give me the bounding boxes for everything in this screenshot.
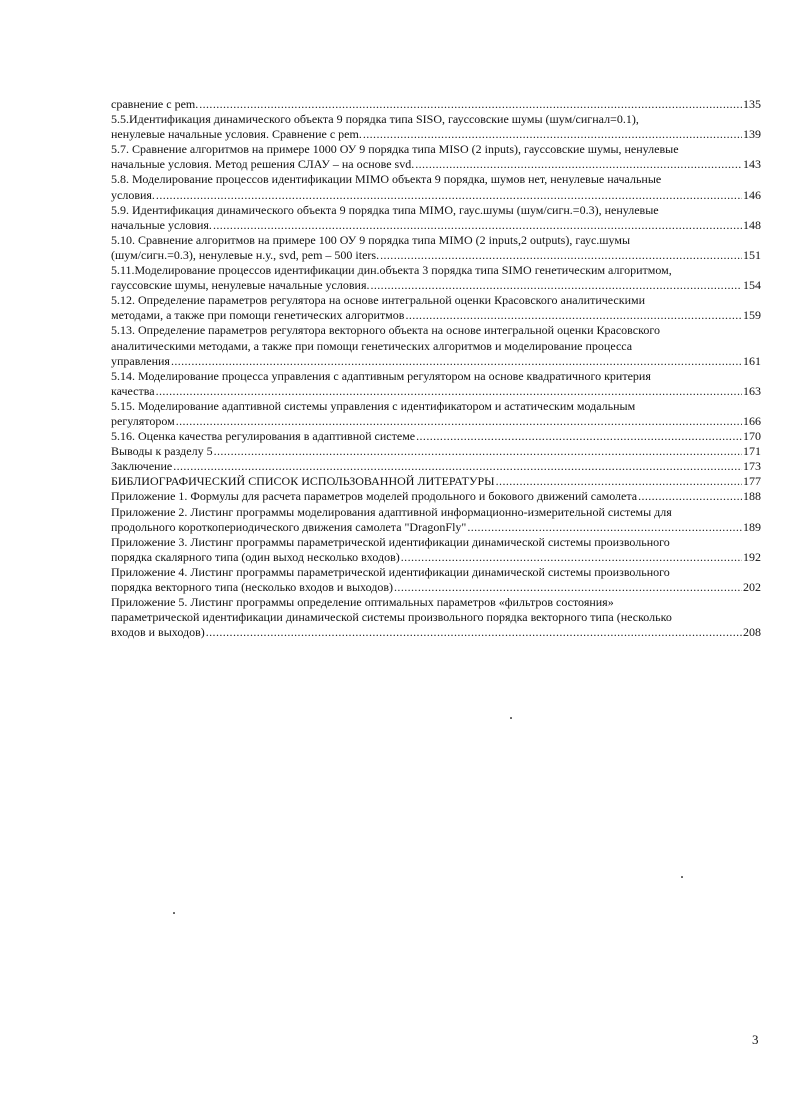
toc-entry-title-line: Приложение 4. Листинг программы параметрической идентификации динамической системы произвольного	[111, 564, 670, 579]
dot-leader	[415, 157, 742, 172]
toc-entry	[111, 399, 761, 429]
dot-leader	[176, 414, 742, 429]
scan-speck	[681, 876, 683, 878]
toc-page-number: 208	[743, 625, 761, 640]
toc-page-number: 161	[743, 353, 761, 368]
toc-entry	[111, 429, 761, 444]
toc-entry-final-line	[111, 97, 761, 112]
toc-entry-title: порядка векторного типа (несколько входов и выходов)	[111, 580, 394, 594]
toc-entry-title-line: Приложение 3. Листинг программы параметрической идентификации динамической системы произвольного	[111, 534, 670, 549]
toc-entry-title-line: 5.13. Определение параметров регулятора векторного объекта на основе интегральной оценки Красовского	[111, 323, 660, 338]
toc-page-number: 173	[743, 459, 761, 474]
dot-leader	[206, 625, 742, 640]
toc-entry-title: качества	[111, 383, 155, 398]
toc-entry	[111, 293, 761, 323]
toc-entry	[111, 233, 761, 263]
toc-entry-final-line	[111, 157, 761, 172]
toc-entry-title: ненулевые начальные условия. Сравнение с pem.	[111, 127, 362, 142]
toc-entry-final-line	[111, 414, 761, 429]
toc-page-number: 143	[743, 157, 761, 172]
toc-entry-final-line	[111, 384, 761, 399]
toc-entry-title: Приложение 1. Формулы для расчета параметров моделей продольного и бокового движений самолета	[111, 489, 638, 504]
toc-entry	[111, 172, 761, 202]
toc-entry-title: регулятором	[111, 413, 175, 428]
toc-entry-title-line: 5.7. Сравнение алгоритмов на примере 1000 ОУ 9 порядка типа MISO (2 inputs), гауссовские шумы, ненулевые	[111, 142, 679, 157]
toc-entry-final-line	[111, 625, 761, 640]
toc-entry-title-line: аналитическими методами, а также при помощи генетических алгоритмов и моделирование процесса	[111, 338, 633, 353]
toc-entry-title-line: 5.12. Определение параметров регулятора на основе интегральной оценки Красовского аналитическими	[111, 293, 646, 308]
toc-entry-final-line	[111, 489, 761, 504]
dot-leader	[363, 127, 742, 142]
toc-entry-final-line	[111, 474, 761, 489]
toc-entry-final-line	[111, 188, 761, 203]
dot-leader	[416, 429, 742, 444]
toc-entry-title: Заключение	[111, 459, 173, 474]
toc-entry-title: БИБЛИОГРАФИЧЕСКИЙ СПИСОК ИСПОЛЬЗОВАННОЙ ЛИТЕРАТУРЫ	[111, 474, 495, 489]
toc-entry-final-line	[111, 308, 761, 323]
toc-entry	[111, 369, 761, 399]
dot-leader	[173, 459, 742, 474]
toc-entry-final-line	[111, 429, 761, 444]
toc-entry	[111, 505, 761, 535]
dot-leader	[214, 444, 742, 459]
toc-page-number: 154	[743, 278, 761, 293]
toc-page-number: 159	[743, 308, 761, 323]
toc-entry-title-line: 5.14. Моделирование процесса управления с адаптивным регулятором на основе квадратичного критерия	[111, 368, 651, 383]
toc-entry-title-line: Приложение 5. Листинг программы определение оптимальных параметров «фильтров состояния»	[111, 595, 614, 610]
toc-entry-title: условия.	[111, 187, 155, 202]
toc-entry-title: начальные условия. Метод решения СЛАУ – на основе svd.	[111, 157, 415, 172]
toc-entry-title: гауссовские шумы, ненулевые начальные условия.	[111, 278, 370, 293]
toc-page-number: 148	[743, 217, 761, 232]
toc-entry-final-line	[111, 354, 761, 369]
toc-page-number: 192	[743, 549, 761, 564]
toc-entry	[111, 489, 761, 504]
dot-leader	[380, 248, 742, 263]
toc-entry-final-line	[111, 278, 761, 293]
toc-entry-final-line	[111, 580, 761, 595]
toc-entry-title: входов и выходов)	[111, 625, 205, 640]
toc-entry	[111, 565, 761, 595]
toc-entry-final-line	[111, 218, 761, 233]
toc-page-number: 146	[743, 187, 761, 202]
toc-entry-title: начальные условия.	[111, 217, 212, 232]
dot-leader	[156, 384, 742, 399]
toc-page-number: 135	[743, 97, 761, 111]
toc-entry-final-line	[111, 127, 761, 142]
toc-entry-title: Выводы к разделу 5	[111, 444, 213, 459]
toc-entry	[111, 459, 761, 474]
dot-leader	[401, 550, 742, 565]
toc-entry-title-line: 5.9. Идентификация динамического объекта 9 порядка типа MIMO, гаус.шумы (шум/сигн.=0.3), ненулевые	[111, 202, 659, 217]
toc-page-number: 202	[743, 580, 761, 594]
toc-entry	[111, 535, 761, 565]
toc-entry-title-line: 5.8. Моделирование процессов идентификации MIMO объекта 9 порядка, шумов нет, ненулевые начальные	[111, 172, 662, 187]
dot-leader	[199, 97, 742, 112]
dot-leader	[394, 580, 742, 595]
toc-page-number: 171	[743, 444, 761, 459]
toc-page-number: 170	[743, 429, 761, 444]
toc-entry	[111, 323, 761, 368]
toc-entry	[111, 595, 761, 640]
toc-entry-title: (шум/сигн.=0.3), ненулевые н.у., svd, pem – 500 iters.	[111, 247, 380, 262]
dot-leader	[213, 218, 742, 233]
toc-entry-title: продольного короткопериодического движения самолета "DragonFly"	[111, 519, 467, 534]
dot-leader	[467, 520, 742, 535]
toc-entry-final-line	[111, 444, 761, 459]
toc-entry-final-line	[111, 248, 761, 263]
dot-leader	[171, 354, 742, 369]
toc-entry-title: порядка скалярного типа (один выход несколько входов)	[111, 549, 400, 564]
toc-entry-title: управления	[111, 353, 170, 368]
toc-page-number: 177	[743, 474, 761, 489]
toc-entry	[111, 112, 761, 142]
toc-entry-title-line: 5.10. Сравнение алгоритмов на примере 100 ОУ 9 порядка типа MIMO (2 inputs,2 outputs), гаус.шумы	[111, 232, 631, 247]
dot-leader	[638, 489, 742, 504]
toc-entry	[111, 263, 761, 293]
toc-entry-title-line: параметрической идентификации динамической системы произвольного порядка векторного типа (несколько	[111, 610, 672, 625]
toc-entry-title: сравнение с pem.	[111, 97, 199, 111]
table-of-contents	[111, 97, 761, 640]
dot-leader	[496, 474, 742, 489]
toc-page-number: 188	[743, 489, 761, 504]
toc-page-number: 139	[743, 127, 761, 142]
page-number: 3	[752, 1032, 759, 1047]
toc-entry-final-line	[111, 459, 761, 474]
toc-page-number: 166	[743, 413, 761, 428]
toc-entry-title-line: 5.5.Идентификация динамического объекта 9 порядка типа SISO, гауссовские шумы (шум/сигнал=0.1),	[111, 112, 639, 127]
toc-entry-title: 5.16. Оценка качества регулирования в адаптивной системе	[111, 429, 416, 444]
toc-entry	[111, 444, 761, 459]
dot-leader	[370, 278, 742, 293]
scan-speck	[173, 912, 175, 914]
toc-entry	[111, 97, 761, 112]
toc-page-number: 163	[743, 383, 761, 398]
toc-entry	[111, 142, 761, 172]
dot-leader	[156, 188, 742, 203]
toc-entry-title-line: Приложение 2. Листинг программы моделирования адаптивной информационно-измерительной системы для	[111, 504, 672, 519]
toc-entry-final-line	[111, 520, 761, 535]
toc-entry-title-line: 5.15. Моделирование адаптивной системы управления с идентификатором и астатическим модальным	[111, 398, 636, 413]
toc-entry	[111, 474, 761, 489]
toc-page-number: 189	[743, 519, 761, 534]
toc-entry-title-line: 5.11.Моделирование процессов идентификации дин.объекта 3 порядка типа SIMO генетическим алгоритмом,	[111, 263, 672, 278]
dot-leader	[405, 308, 742, 323]
toc-entry-title: методами, а также при помощи генетических алгоритмов	[111, 308, 405, 323]
toc-page-number: 151	[743, 247, 761, 262]
scan-speck	[510, 717, 512, 719]
toc-entry-final-line	[111, 550, 761, 565]
toc-entry	[111, 203, 761, 233]
